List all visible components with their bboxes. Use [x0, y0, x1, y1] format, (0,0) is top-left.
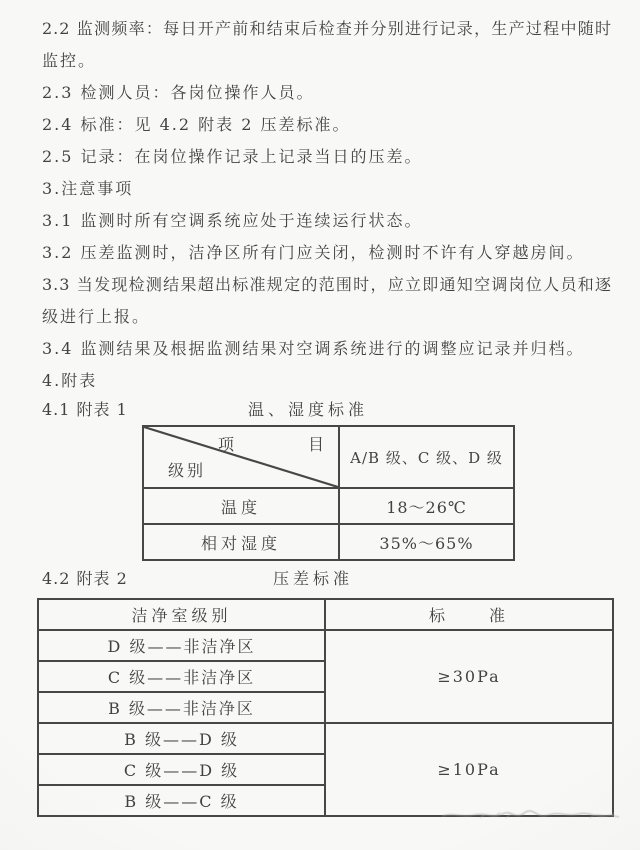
- table2-label: 4.2 附表 2: [42, 569, 128, 588]
- temperature-row-value: 18～26℃: [339, 488, 514, 524]
- section-heading-appendix: 4.附表: [42, 371, 98, 390]
- humidity-row-value: 35%～65%: [339, 524, 514, 560]
- table2-title: 压差标准: [273, 569, 354, 588]
- humidity-row-label: 相对湿度: [143, 524, 339, 560]
- document-line: 2.4 标准：见 4.2 附表 2 压差标准。: [42, 115, 351, 134]
- room-class-header-cell: 洁净室级别: [38, 599, 325, 630]
- table1-label: 4.1 附表 1: [42, 400, 128, 419]
- standard-value-10pa: ≥10Pa: [325, 723, 613, 816]
- table1-caption: [42, 398, 612, 422]
- table-row-cell: D 级——非洁净区: [38, 630, 325, 661]
- document-line: 2.5 记录：在岗位操作记录上记录当日的压差。: [42, 147, 423, 166]
- document-content: [42, 13, 612, 817]
- table-row-cell: B 级——D 级: [38, 723, 325, 754]
- temperature-row-label: 温度: [143, 488, 339, 524]
- table-row-cell: B 级——非洁净区: [38, 692, 325, 723]
- table-row-cell: B 级——C 级: [38, 785, 325, 816]
- document-line: 监控。: [42, 51, 97, 70]
- diagonal-header-cell: [143, 426, 339, 488]
- class-header-cell: A/B 级、C 级、D 级: [339, 426, 514, 488]
- document-line: 3.3 当发现检测结果超出标准规定的范围时，应立即通知空调岗位人员和逐: [42, 275, 612, 294]
- diagonal-header-class-label: 级别: [168, 461, 207, 480]
- document-line: 3.1 监测时所有空调系统应处于连续运行状态。: [42, 211, 423, 230]
- temp-humidity-table: [142, 425, 515, 561]
- document-line: 3.4 监测结果及根据监测结果对空调系统进行的调整应记录并归档。: [42, 339, 585, 358]
- diagonal-header-item-label: 项 目: [217, 435, 326, 454]
- standard-value-30pa: ≥30Pa: [325, 630, 613, 723]
- table2-caption: [42, 567, 612, 591]
- document-line: 3.2 压差监测时，洁净区所有门应关闭，检测时不许有人穿越房间。: [42, 243, 585, 262]
- section-heading-notes: 3.注意事项: [42, 179, 134, 198]
- table-row-cell: C 级——非洁净区: [38, 661, 325, 692]
- document-line: 2.3 检测人员：各岗位操作人员。: [42, 83, 315, 102]
- pressure-standard-table: [37, 598, 614, 817]
- table-row-cell: C 级——D 级: [38, 754, 325, 785]
- standard-header-cell: 标 准: [325, 599, 613, 630]
- document-line: 级进行上报。: [42, 307, 151, 326]
- table1-title: 温、湿度标准: [248, 400, 369, 419]
- document-line: 2.2 监测频率：每日开产前和结束后检查并分别进行记录，生产过程中随时: [42, 19, 612, 38]
